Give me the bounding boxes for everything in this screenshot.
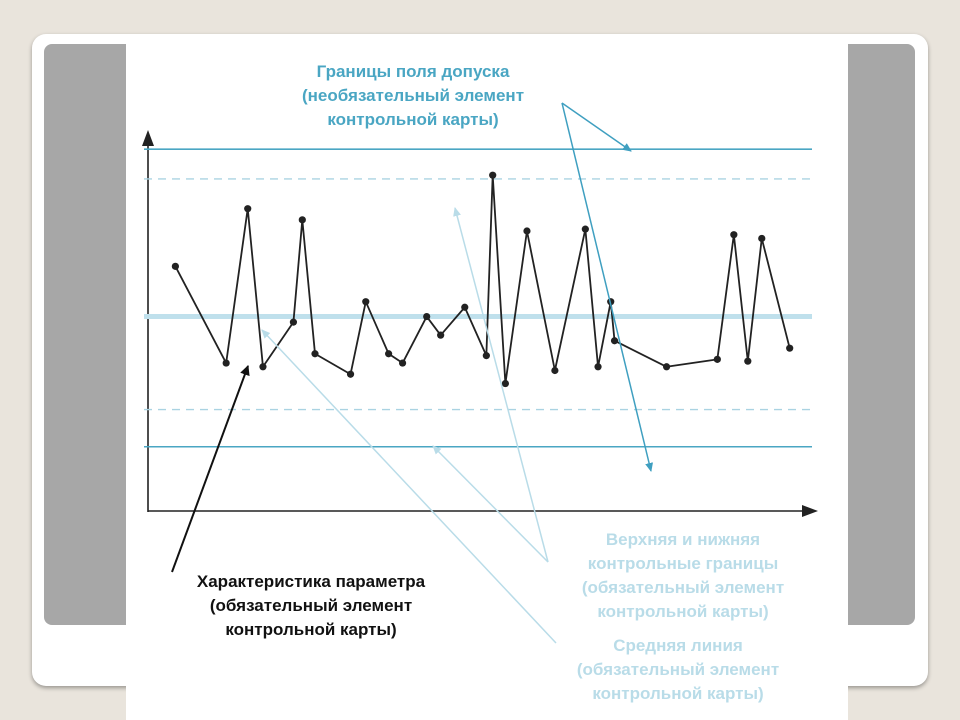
tolerance-caption	[248, 60, 578, 132]
tolerance-caption-line-2: (необязательный элемент	[301, 86, 525, 105]
data-point-13	[437, 332, 444, 339]
control-limits-caption	[528, 528, 838, 624]
data-point-10	[385, 350, 392, 357]
characteristic-caption-line-1: Характеристика параметра	[196, 572, 426, 591]
data-point-8	[347, 371, 354, 378]
control-limits-caption-line-3: (обязательный элемент	[581, 578, 785, 597]
data-point-15	[483, 352, 490, 359]
data-point-14	[461, 304, 468, 311]
data-point-23	[611, 337, 618, 344]
data-point-25	[714, 356, 721, 363]
characteristic-caption-line-2: (обязательный элемент	[209, 596, 413, 615]
data-point-27	[744, 358, 751, 365]
tolerance-caption-line-1: Границы поля допуска	[316, 62, 510, 81]
data-point-24	[663, 363, 670, 370]
center-line-caption-line-3: контрольной карты)	[592, 684, 764, 703]
data-point-21	[594, 363, 601, 370]
x-axis-arrow-icon	[802, 505, 818, 517]
data-point-4	[259, 363, 266, 370]
characteristic-caption	[146, 570, 476, 642]
control-limits-caption-line-2: контрольные границы	[587, 554, 779, 573]
center-line-caption	[528, 634, 828, 706]
center-line-caption-line-1: Средняя линия	[613, 636, 743, 655]
data-point-29	[786, 345, 793, 352]
data-point-9	[362, 298, 369, 305]
data-point-28	[758, 235, 765, 242]
tolerance-arrow-lower	[562, 103, 651, 471]
data-point-11	[399, 359, 406, 366]
control-limit-arrow-upper	[455, 208, 548, 562]
characteristic-series-points	[172, 172, 794, 388]
tolerance-caption-line-3: контрольной карты)	[327, 110, 499, 129]
data-point-17	[502, 380, 509, 387]
data-point-5	[290, 319, 297, 326]
data-point-3	[244, 205, 251, 212]
data-point-20	[582, 226, 589, 233]
data-point-2	[223, 359, 230, 366]
data-point-18	[523, 227, 530, 234]
data-point-16	[489, 172, 496, 179]
data-point-1	[172, 263, 179, 270]
control-limits-caption-line-4: контрольной карты)	[597, 602, 769, 621]
center-line-caption-line-2: (обязательный элемент	[576, 660, 780, 679]
characteristic-arrow	[172, 366, 248, 572]
control-limits-caption-line-1: Верхняя и нижняя	[605, 530, 761, 549]
data-point-7	[311, 350, 318, 357]
characteristic-caption-line-3: контрольной карты)	[225, 620, 397, 639]
characteristic-series-line	[175, 175, 789, 383]
data-point-6	[299, 216, 306, 223]
data-point-12	[423, 313, 430, 320]
data-point-26	[730, 231, 737, 238]
y-axis-arrow-icon	[142, 130, 154, 146]
data-point-19	[551, 367, 558, 374]
